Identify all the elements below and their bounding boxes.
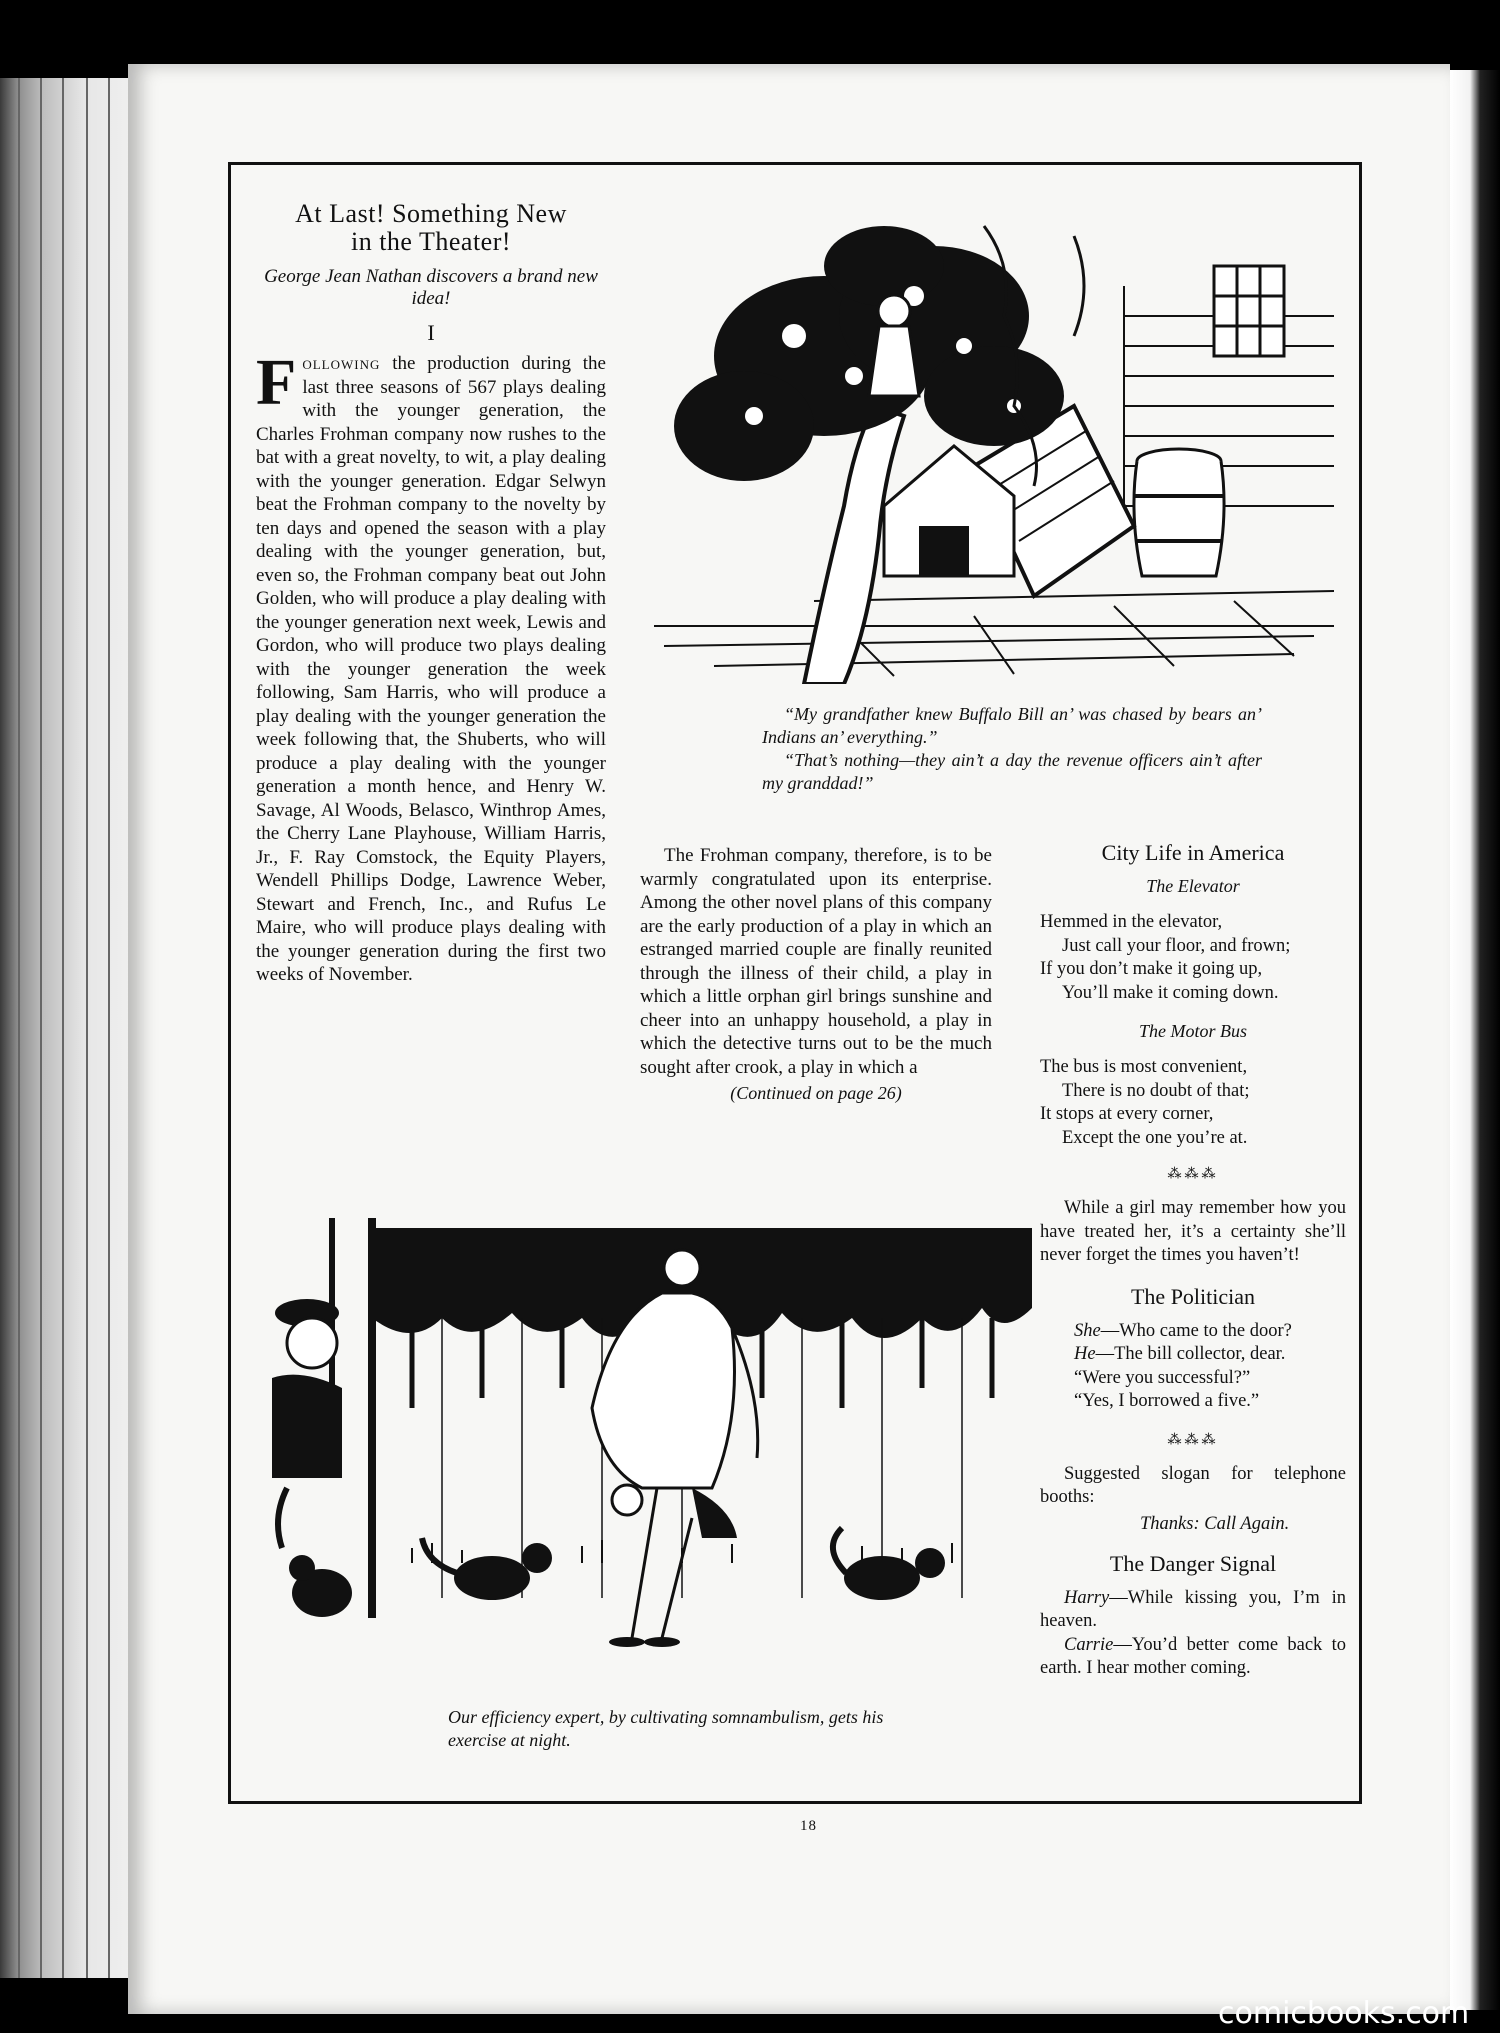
article-title: At Last! Something New in the Theater! [295,199,567,256]
continued-notice: (Continued on page 26) [730,1083,902,1103]
drop-cap: F [256,346,297,419]
section-numeral: I [427,320,435,345]
motor-bus-poem: The bus is most convenient, There is no doubt of that; It stops at every corner, Except the one you’re at. [1040,1057,1250,1148]
sleepwalker-caption: Our efficiency expert, by cultivating somnambulism, gets his exercise at night. [448,1707,884,1750]
page-number: 18 [800,1818,817,1834]
city-life-heading: City Life in America [1101,840,1285,865]
elevator-poem: Hemmed in the elevator, Just call your floor, and frown; If you don’t make it going up, You’ll make it coming down. [1040,912,1291,1003]
article-paragraph-2: The Frohman company, therefore, is to be warmly congratulated upon its enterprise. Among the other novel plans of this company are the early production of a play in which an estranged married couple are finally reunited through the illness of their child, a play in which a little orphan girl brings sunshine and cheer into an unhappy household, a play in which the detective turns out to be the much sought after crook, a play in which a [640,845,992,1078]
telephone-slogan: Suggested slogan for telephone booths: [1040,1463,1346,1507]
tree-house-illustration [654,206,1334,684]
asterism-divider: ⁂⁂⁂ [1167,1167,1219,1182]
politician-dialog: She—Who came to the door? He—The bill collector, dear. “Were you successful?” “Yes, I borrowed a five.” [1074,1320,1292,1411]
elevator-title: The Elevator [1146,876,1240,896]
article-paragraph-1: Following the production during the last three seasons of 567 plays dealing with the younger generation, the Charles Frohman company now rushes to the bat with a great novelty, to wit, a play dealing with the younger generation. Edgar Selwyn beat the Frohman company to the novelty by ten days and opened the season with a play dealing with the younger generation, but, even so, the Frohman company beat out John Golden, who will produce a play dealing with the younger generation next week, Lewis and Gordon, who will produce two plays dealing with the younger generation the week following, Sam Harris, who will produce a play dealing with the younger generation the week following that, the Shuberts, who will produce a play dealing with the younger generation a month hence, and Henry W. Savage, Al Woods, Belasco, Winthrop Ames, the Cherry Lane Playhouse, William Harris, Jr., F. Ray Comstock, the Equity Players, Wendell Phillips Dodge, Lawrence Weber, Stewart and French, Inc., and Rufus Le Maire, who will produce plays dealing with the younger generation during the first two weeks of November. [256,346,606,985]
motor-bus-title: The Motor Bus [1139,1021,1247,1041]
lead-in: ollowing [302,353,381,374]
article-continuation-column [640,844,992,1104]
tree-illustration-caption: “My grandfather knew Buffalo Bill an’ was chased by bears an’ Indians an’ everything.” “That’s nothing—they ain’t a day the revenue officers ain’t after my granddad!” [762,704,1262,793]
facing-page-edge [1450,70,1500,2010]
watchman-drawing [272,1299,342,1478]
article-subtitle: George Jean Nathan discovers a brand new idea! [264,266,598,309]
asterism-divider-2: ⁂⁂⁂ [1167,1432,1219,1448]
barrel-drawing [1134,449,1224,576]
article-column [256,200,606,987]
site-watermark: comicbooks.com [1218,1996,1470,2031]
harry-line: Harry—While kissing you, I’m in heaven. [1040,1587,1346,1631]
danger-signal-heading: The Danger Signal [1109,1550,1277,1576]
slogan-text: Thanks: Call Again. [1140,1513,1290,1534]
girl-joke: While a girl may remember how you have treated her, it’s a certainty she’ll never forget the times you haven’t! [1040,1198,1346,1265]
black-cats-drawing [278,1488,945,1617]
humor-column [1040,840,1346,1681]
carrie-line: Carrie—You’d better come back to earth. I hear mother coming. [1040,1634,1346,1678]
politician-heading: The Politician [1130,1283,1256,1309]
sleepwalker-illustration [262,1218,1032,1682]
book-page-edges [0,78,140,1978]
